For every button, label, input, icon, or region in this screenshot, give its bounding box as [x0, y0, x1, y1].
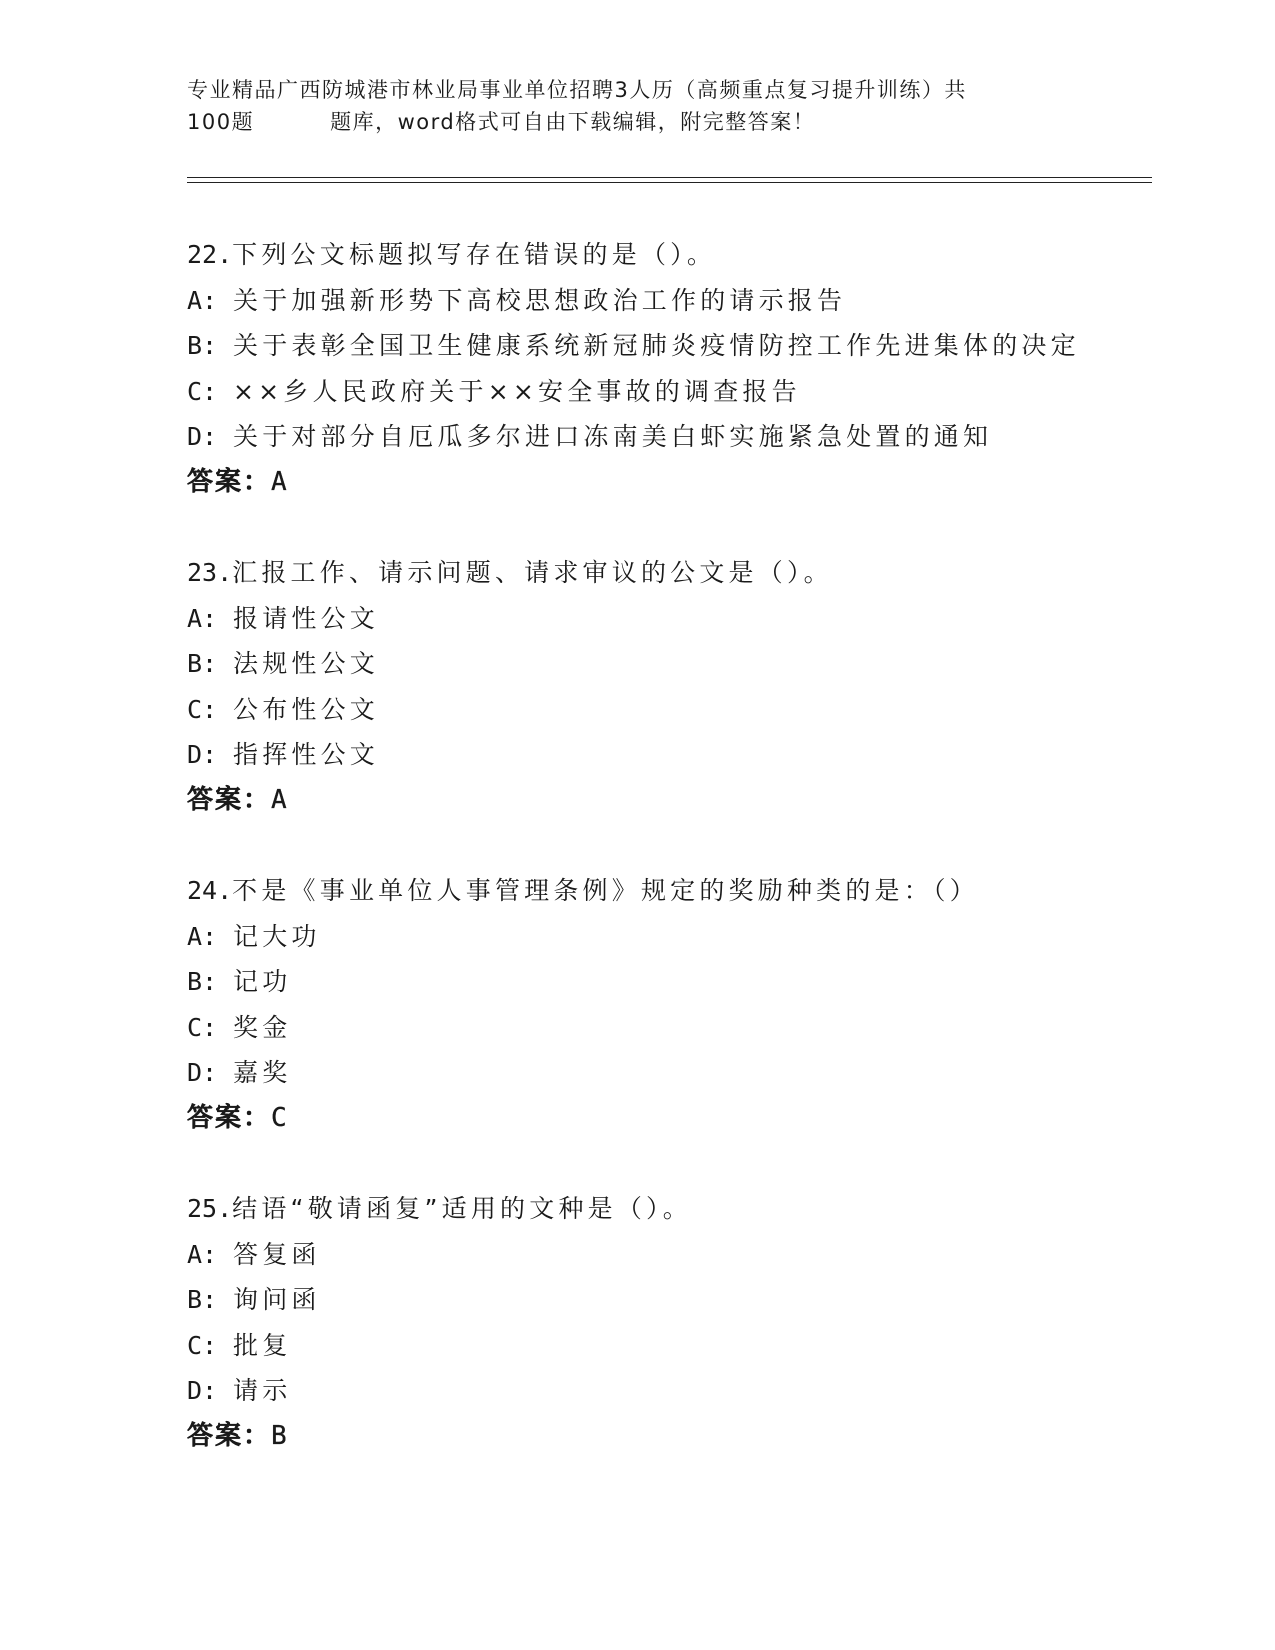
- question-text: 结语“敬请函复”适用的文种是（）。: [232, 1194, 692, 1223]
- question-stem: [187, 550, 1167, 596]
- option-b: [187, 959, 1167, 1005]
- option-d: [187, 414, 1167, 460]
- option-d: [187, 732, 1167, 778]
- header-divider-top: [187, 177, 1152, 178]
- header-divider-bottom: [187, 182, 1152, 183]
- option-key: D:: [187, 422, 218, 451]
- question-stem: [187, 868, 1167, 914]
- option-key: C:: [187, 376, 218, 406]
- question-stem: [187, 232, 1167, 278]
- header-title-line-2: [187, 106, 1087, 138]
- option-text: 嘉奖: [233, 1058, 292, 1087]
- question-text: 下列公文标题拟写存在错误的是（）。: [232, 240, 717, 269]
- option-text: 答复函: [233, 1239, 321, 1269]
- option-c: [187, 369, 1167, 415]
- answer-label: 答案：: [187, 1420, 272, 1451]
- option-key: D:: [187, 1058, 218, 1087]
- document-header: [187, 74, 1087, 138]
- answer-line: [187, 778, 1167, 824]
- option-text: 公布性公文: [233, 694, 380, 724]
- option-text: 关于加强新形势下高校思想政治工作的请示报告: [233, 285, 847, 315]
- option-key: B:: [187, 331, 218, 360]
- option-text: 记功: [233, 967, 292, 996]
- option-key: C:: [187, 1012, 218, 1042]
- option-key: A:: [187, 1239, 218, 1269]
- option-a: [187, 278, 1167, 324]
- option-a: [187, 596, 1167, 642]
- option-key: D:: [187, 1376, 218, 1405]
- option-text: 关于表彰全国卫生健康系统新冠肺炎疫情防控工作先进集体的决定: [233, 331, 1080, 360]
- question-25: [187, 1186, 1167, 1459]
- question-number: 24.: [187, 876, 233, 905]
- question-stem: [187, 1186, 1167, 1232]
- option-a: [187, 1232, 1167, 1278]
- option-key: C:: [187, 694, 218, 724]
- answer-label: 答案：: [187, 466, 272, 497]
- question-22: [187, 232, 1167, 505]
- answer-value: A: [271, 466, 287, 497]
- answer-line: [187, 1096, 1167, 1142]
- answer-line: [187, 460, 1167, 506]
- option-text: 法规性公文: [233, 649, 380, 678]
- option-text: 关于对部分自厄瓜多尔进口冻南美白虾实施紧急处置的通知: [233, 422, 993, 451]
- option-c: [187, 687, 1167, 733]
- answer-value: B: [271, 1420, 287, 1451]
- option-a: [187, 914, 1167, 960]
- option-d: [187, 1050, 1167, 1096]
- option-key: C:: [187, 1330, 218, 1360]
- option-key: A:: [187, 921, 218, 951]
- option-c: [187, 1005, 1167, 1051]
- header-question-count: 100题: [187, 110, 255, 134]
- option-d: [187, 1368, 1167, 1414]
- answer-label: 答案：: [187, 1102, 272, 1133]
- question-text: 不是《事业单位人事管理条例》规定的奖励种类的是：（）: [232, 876, 979, 905]
- option-text: 批复: [233, 1330, 292, 1360]
- option-b: [187, 641, 1167, 687]
- option-key: A:: [187, 285, 218, 315]
- option-text: 记大功: [233, 921, 321, 951]
- option-key: B:: [187, 649, 218, 678]
- header-title-line-1: 专业精品广西防城港市林业局事业单位招聘3人历（高频重点复习提升训练）共: [187, 78, 967, 102]
- option-key: B:: [187, 1285, 218, 1314]
- option-b: [187, 1277, 1167, 1323]
- question-23: [187, 550, 1167, 823]
- question-text: 汇报工作、请示问题、请求审议的公文是（）。: [232, 558, 833, 587]
- option-text: 指挥性公文: [233, 740, 380, 769]
- option-text: ××乡人民政府关于××安全事故的调查报告: [233, 376, 801, 406]
- answer-value: A: [271, 784, 287, 815]
- option-key: B:: [187, 967, 218, 996]
- option-text: 询问函: [233, 1285, 321, 1314]
- question-number: 23.: [187, 558, 233, 587]
- answer-line: [187, 1414, 1167, 1460]
- option-text: 奖金: [233, 1012, 292, 1042]
- option-key: A:: [187, 603, 218, 633]
- option-c: [187, 1323, 1167, 1369]
- header-description: 题库，word格式可自由下载编辑，附完整答案！: [330, 110, 816, 134]
- question-number: 22.: [187, 240, 233, 269]
- option-key: D:: [187, 740, 218, 769]
- question-24: [187, 868, 1167, 1141]
- answer-label: 答案：: [187, 784, 272, 815]
- option-text: 报请性公文: [233, 603, 380, 633]
- option-b: [187, 323, 1167, 369]
- option-text: 请示: [233, 1376, 292, 1405]
- answer-value: C: [271, 1102, 287, 1133]
- question-number: 25.: [187, 1194, 233, 1223]
